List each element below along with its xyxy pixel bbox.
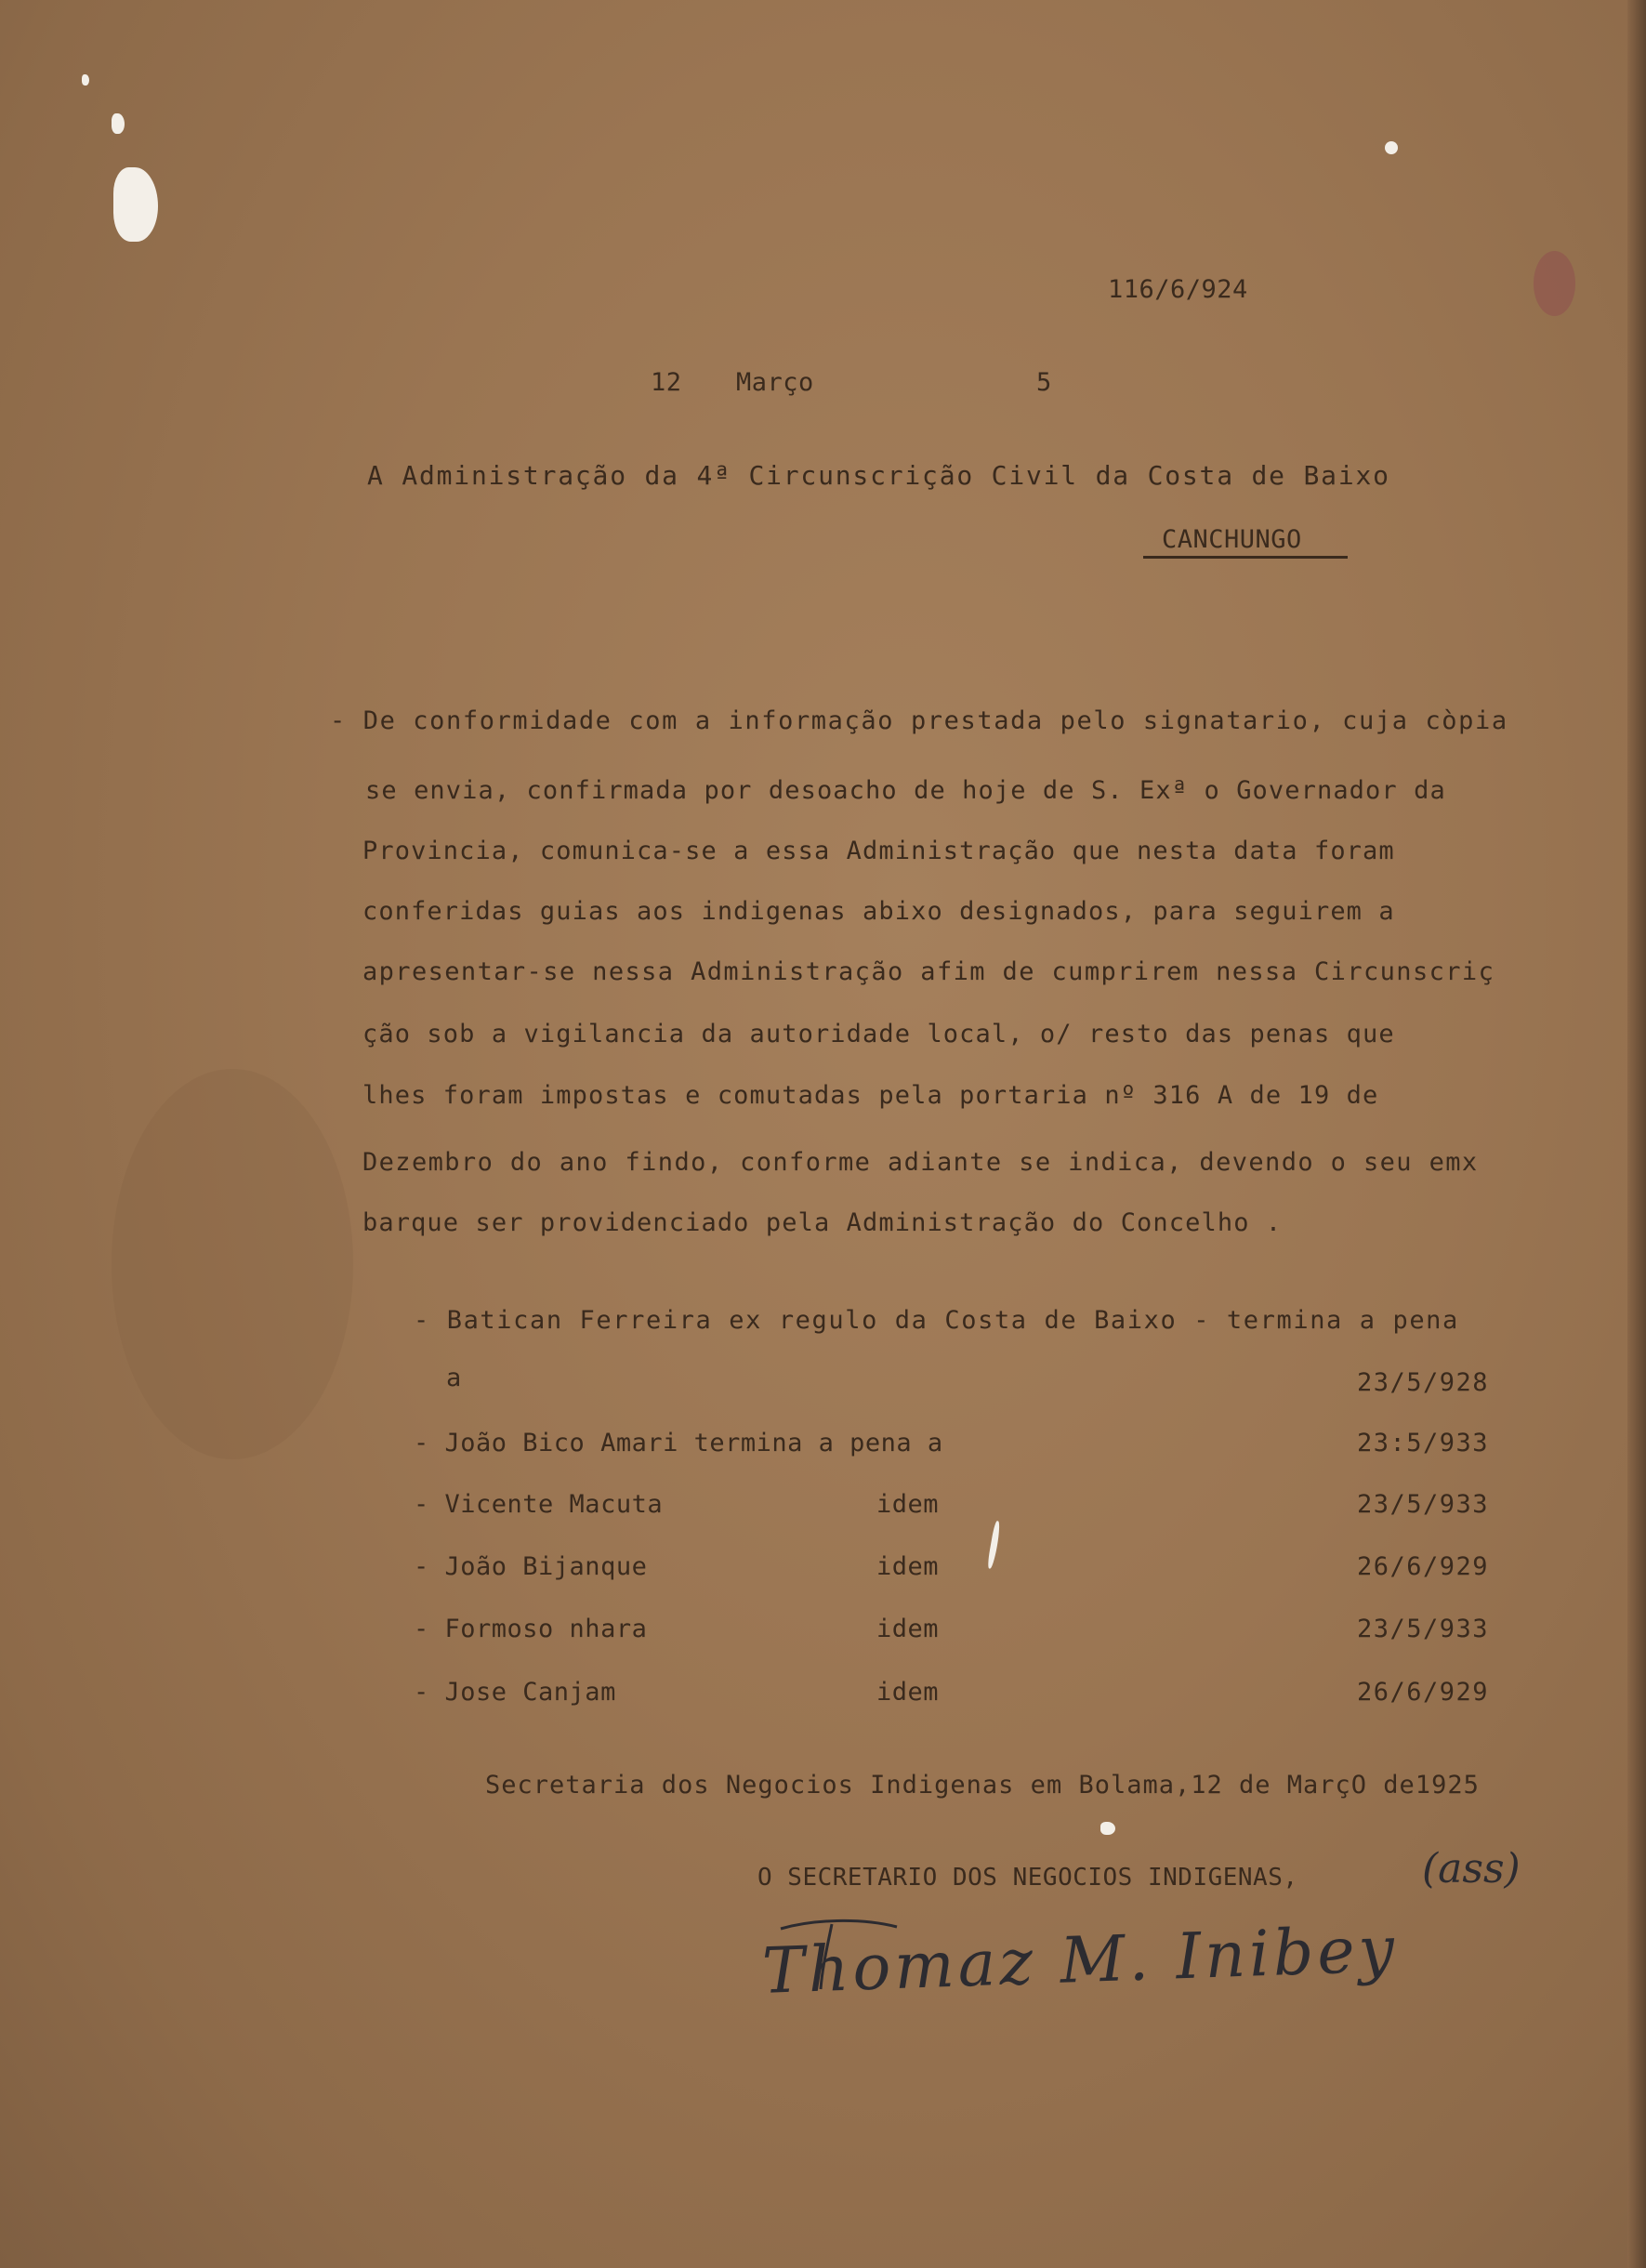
date-day: 12: [651, 368, 682, 397]
body-line: apresentar-se nessa Administração afim de cumprirem nessa Circunscriç: [362, 957, 1495, 986]
reference-number: 116/6/924: [1108, 275, 1248, 304]
entry-status: idem: [876, 1552, 940, 1581]
entry-date: 26/6/929: [1357, 1678, 1490, 1707]
body-line: barque ser providenciado pela Administração do Concelho .: [362, 1208, 1283, 1237]
signature: Thomaz M. Inibey: [760, 1913, 1400, 2009]
paper-hole: [987, 1521, 1002, 1569]
signatory-title: O SECRETARIO DOS NEGOCIOS INDIGENAS,: [757, 1864, 1298, 1892]
entry-name: - Batican Ferreira ex regulo da Costa de Baixo - termina a pena: [414, 1306, 1459, 1335]
body-line: lhes foram impostas e comutadas pela portaria nº 316 A de 19 de: [362, 1081, 1379, 1110]
entry-continuation: a: [446, 1364, 462, 1392]
entry-status: idem: [876, 1678, 940, 1707]
entry-status: idem: [876, 1490, 940, 1519]
stain: [112, 1069, 353, 1459]
body-line: se envia, confirmada por desoacho de hoje de S. Exª o Governador da: [365, 776, 1446, 805]
date-month: Março: [736, 368, 814, 397]
entry-date: 23:5/933: [1357, 1429, 1490, 1457]
entry-date: 23/5/928: [1357, 1368, 1490, 1397]
paper-hole: [82, 74, 89, 86]
date-year: 5: [1036, 368, 1052, 397]
body-line: Provincia, comunica-se a essa Administração que nesta data foram: [362, 837, 1395, 865]
body-line: Dezembro do ano findo, conforme adiante se indica, devendo o seu emx: [362, 1148, 1479, 1177]
entry-status: idem: [876, 1615, 940, 1643]
entry-name: - Vicente Macuta: [414, 1490, 664, 1519]
paper-hole: [1100, 1822, 1115, 1835]
entry-name: - Jose Canjam: [414, 1678, 616, 1707]
paper-hole: [112, 113, 125, 134]
city-underline: [1143, 556, 1348, 559]
entry-date: 23/5/933: [1357, 1490, 1490, 1519]
body-line: conferidas guias aos indigenas abixo designados, para seguirem a: [362, 897, 1395, 926]
paper-hole: [1385, 141, 1398, 154]
entry-date: 26/6/929: [1357, 1552, 1490, 1581]
body-line: ção sob a vigilancia da autoridade local, o/ resto das penas que: [362, 1020, 1395, 1048]
entry-name: - João Bico Amari termina a pena a: [414, 1429, 943, 1457]
city: CANCHUNGO: [1162, 525, 1302, 554]
paper-hole: [113, 167, 158, 242]
entry-date: 23/5/933: [1357, 1615, 1490, 1643]
page-edge: [1627, 0, 1646, 2268]
stain: [1534, 251, 1575, 316]
addressee: A Administração da 4ª Circunscrição Civil da Costa de Baixo: [367, 460, 1390, 491]
body-line: - De conformidade com a informação prestada pelo signatario, cuja còpia: [330, 706, 1508, 735]
entry-name: - João Bijanque: [414, 1552, 648, 1581]
closing-line: Secretaria dos Negocios Indigenas em Bolama,12 de MarçO de1925: [485, 1771, 1480, 1800]
handwritten-mark: (ass): [1422, 1845, 1521, 1892]
entry-name: - Formoso nhara: [414, 1615, 648, 1643]
